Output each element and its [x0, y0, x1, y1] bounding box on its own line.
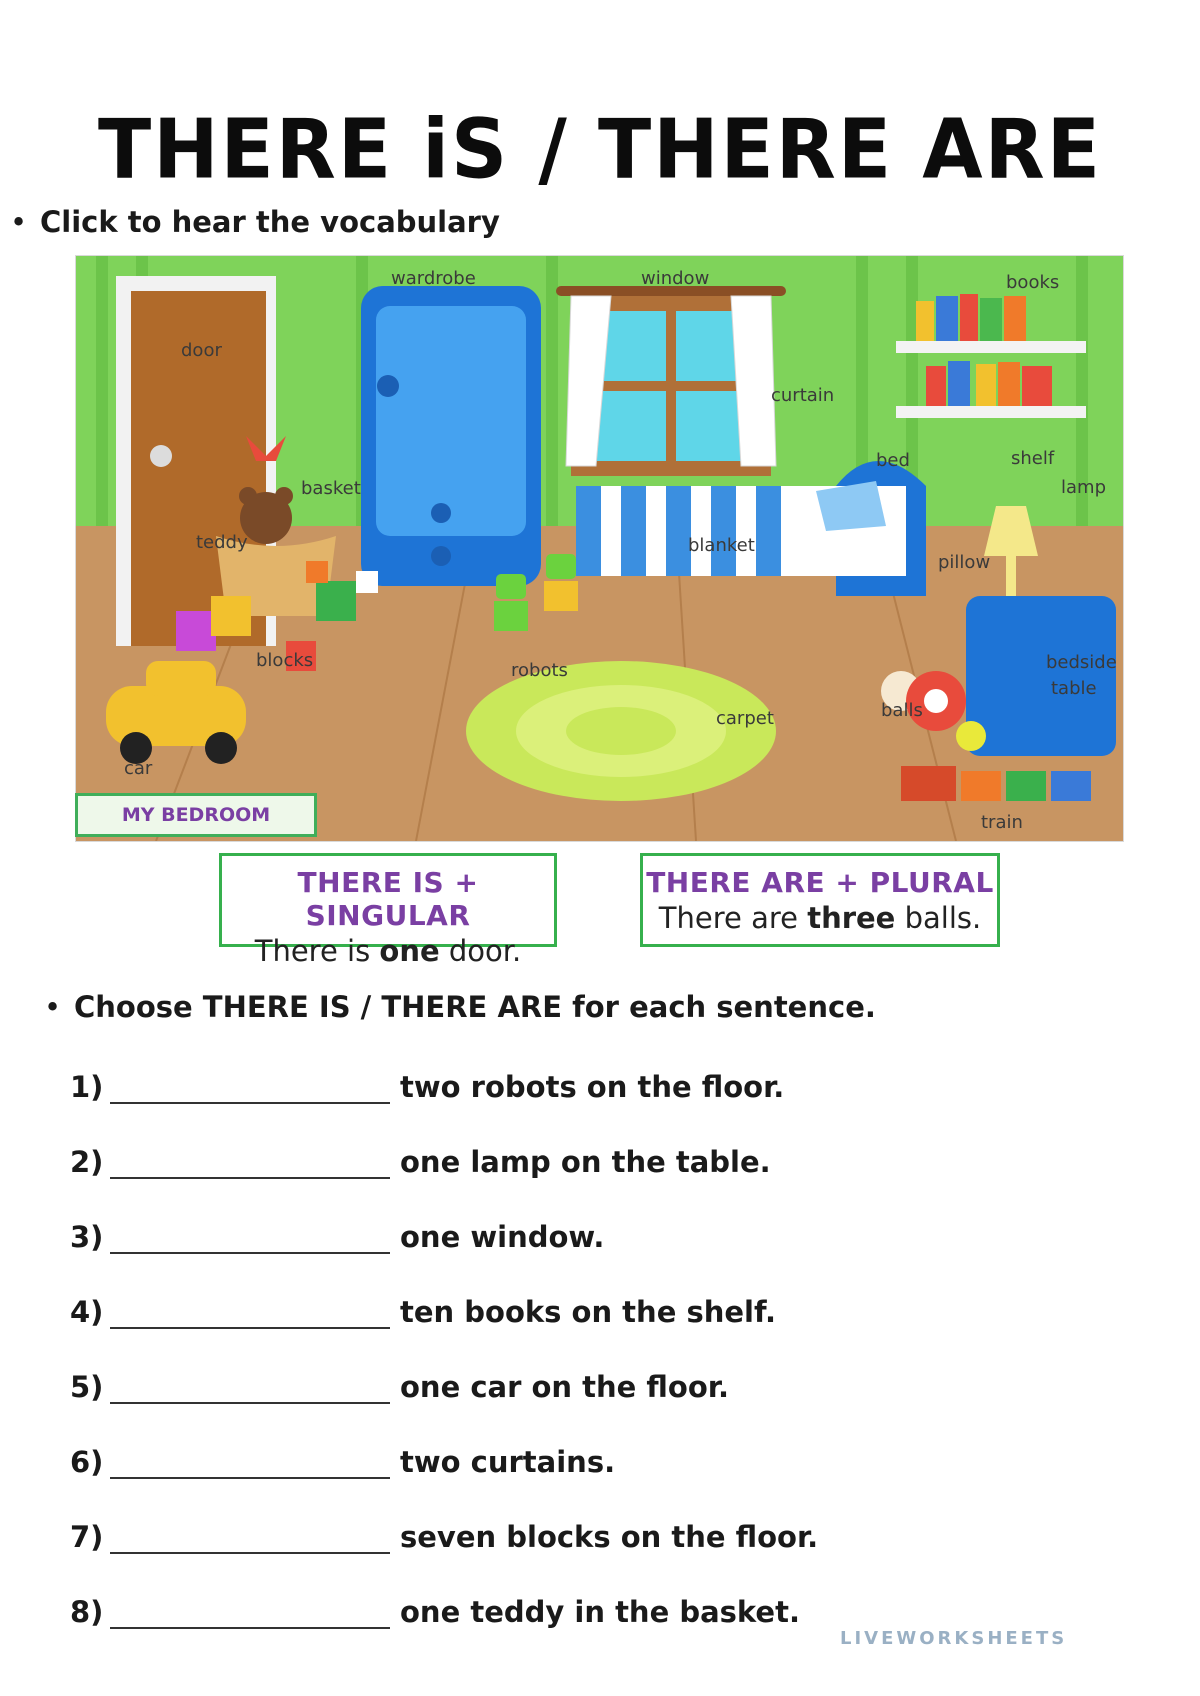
answer-blank[interactable]	[110, 1299, 390, 1329]
label-shelf[interactable]: shelf	[1011, 448, 1055, 469]
answer-blank[interactable]	[110, 1224, 390, 1254]
question-row	[70, 1370, 729, 1404]
question-number: 1)	[70, 1070, 104, 1104]
answer-blank[interactable]	[110, 1149, 390, 1179]
rule-example-pre: There are	[658, 901, 808, 935]
rule-heading: THERE IS + SINGULAR	[297, 866, 479, 932]
label-books[interactable]: books	[1006, 272, 1060, 293]
window-bar	[586, 381, 756, 391]
question-number: 7)	[70, 1520, 104, 1554]
question-text: ten books on the shelf.	[400, 1295, 777, 1329]
bedroom-scene	[75, 255, 1124, 842]
label-pillow[interactable]: pillow	[938, 552, 991, 573]
label-window[interactable]: window	[641, 268, 710, 289]
answer-blank[interactable]	[110, 1074, 390, 1104]
bullet-icon: •	[10, 205, 28, 239]
rule-example	[643, 901, 997, 935]
question-text: one car on the floor.	[400, 1370, 729, 1404]
lamp-stand	[1006, 556, 1016, 596]
label-curtain[interactable]: curtain	[771, 385, 835, 406]
answer-blank[interactable]	[110, 1599, 390, 1629]
rule-heading: THERE ARE + PLURAL	[646, 866, 994, 899]
bedside-table[interactable]	[966, 596, 1116, 756]
label-teddy[interactable]: teddy	[196, 532, 248, 553]
shelf[interactable]	[896, 406, 1086, 418]
question-row	[70, 1595, 800, 1629]
question-row	[70, 1220, 604, 1254]
door-knob	[150, 445, 172, 467]
label-table[interactable]: table	[1051, 678, 1097, 699]
label-balls[interactable]: balls	[881, 700, 923, 721]
ball[interactable]	[956, 721, 986, 751]
question-number: 5)	[70, 1370, 104, 1404]
question-row	[70, 1520, 818, 1554]
label-door[interactable]: door	[181, 340, 222, 361]
rule-example-post: balls.	[895, 901, 982, 935]
shelf[interactable]	[896, 341, 1086, 353]
wardrobe-knob	[377, 375, 399, 397]
question-row	[70, 1445, 615, 1479]
question-text: two curtains.	[400, 1445, 616, 1479]
rule-example-bold: one	[379, 934, 440, 968]
rule-box-singular	[219, 853, 557, 968]
teddy-ear	[275, 487, 293, 505]
answer-blank[interactable]	[110, 1524, 390, 1554]
scene-caption: MY BEDROOM	[75, 793, 317, 837]
question-text: one teddy in the basket.	[400, 1595, 800, 1629]
vocabulary-instruction-text: Click to hear the vocabulary	[40, 205, 500, 239]
bullet-icon: •	[44, 990, 62, 1024]
question-text: one window.	[400, 1220, 605, 1254]
label-basket[interactable]: basket	[301, 478, 361, 499]
footer-logo: LIVEWORKSHEETS	[840, 1628, 1068, 1649]
rule-example-bold: three	[807, 901, 896, 935]
label-robots[interactable]: robots	[511, 660, 568, 681]
question-number: 6)	[70, 1445, 104, 1479]
question-number: 2)	[70, 1145, 104, 1179]
question-number: 3)	[70, 1220, 104, 1254]
label-carpet[interactable]: carpet	[716, 708, 774, 729]
rule-example-post: door.	[439, 934, 522, 968]
page-title: THERE iS / THERE ARE	[98, 102, 1102, 198]
wardrobe-drawer-knob	[431, 503, 451, 523]
question-row	[70, 1295, 776, 1329]
teddy-ear	[239, 487, 257, 505]
question-text: seven blocks on the floor.	[400, 1520, 819, 1554]
exercise-instruction	[44, 990, 876, 1024]
question-number: 4)	[70, 1295, 104, 1329]
question-number: 8)	[70, 1595, 104, 1629]
question-row	[70, 1145, 771, 1179]
question-text: two robots on the floor.	[400, 1070, 785, 1104]
rule-example	[222, 934, 554, 968]
label-blocks[interactable]: blocks	[256, 650, 314, 671]
label-bedside[interactable]: bedside	[1046, 652, 1117, 673]
vocabulary-instruction	[10, 205, 500, 239]
label-bed[interactable]: bed	[876, 450, 910, 471]
answer-blank[interactable]	[110, 1374, 390, 1404]
label-lamp[interactable]: lamp	[1061, 477, 1106, 498]
exercise-instruction-text: Choose THERE IS / THERE ARE for each sentence.	[74, 990, 876, 1024]
car-roof	[146, 661, 216, 696]
question-row	[70, 1070, 784, 1104]
label-train[interactable]: train	[981, 812, 1023, 833]
question-text: one lamp on the table.	[400, 1145, 771, 1179]
train[interactable]	[901, 766, 1091, 801]
wardrobe-door	[376, 306, 526, 536]
answer-blank[interactable]	[110, 1449, 390, 1479]
rule-example-pre: There is	[254, 934, 380, 968]
label-blanket[interactable]: blanket	[688, 535, 755, 556]
car-wheel	[205, 732, 237, 764]
ball-highlight	[924, 689, 948, 713]
wardrobe-drawer-knob	[431, 546, 451, 566]
label-car[interactable]: car	[124, 758, 153, 779]
label-wardrobe[interactable]: wardrobe	[391, 268, 476, 289]
carpet-ring	[566, 707, 676, 755]
rule-box-plural	[640, 853, 1000, 947]
